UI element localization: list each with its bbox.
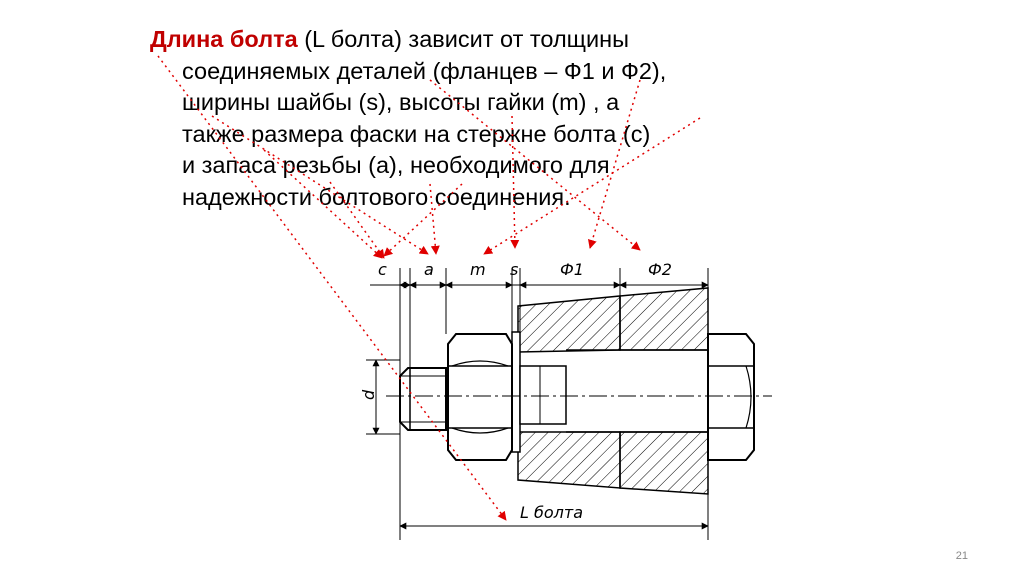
bolt-head <box>708 334 754 460</box>
nut <box>448 334 512 460</box>
bolt-end <box>400 368 446 430</box>
label-f1: Ф1 <box>560 260 584 279</box>
label-c: c <box>378 260 387 279</box>
flange-2 <box>620 288 708 494</box>
text-line-3: ширины шайбы (s), высоты гайки (m) , а <box>182 89 620 115</box>
text-line-4: также размера фаски на стержне болта (c) <box>182 120 651 147</box>
washer <box>512 332 520 452</box>
label-l-bolt: L болта <box>520 503 584 522</box>
slide-number: 21 <box>955 550 968 562</box>
bolt-shank <box>520 366 566 424</box>
title-term: Длина болта <box>150 26 298 52</box>
label-a: a <box>424 260 434 279</box>
label-f2: Ф2 <box>648 260 672 279</box>
text-line-5: и запаса резьбы (a), необходимого для <box>182 152 610 178</box>
label-s: s <box>510 260 519 279</box>
text-line-6: надежности болтового соединения. <box>182 183 571 210</box>
label-m: m <box>470 260 486 279</box>
text-line-1-rest: (L болта) зависит от толщины <box>297 26 629 52</box>
label-d: d <box>359 389 378 400</box>
text-line-2: соединяемых деталей (фланцев – Ф1 и Ф2), <box>182 57 667 84</box>
